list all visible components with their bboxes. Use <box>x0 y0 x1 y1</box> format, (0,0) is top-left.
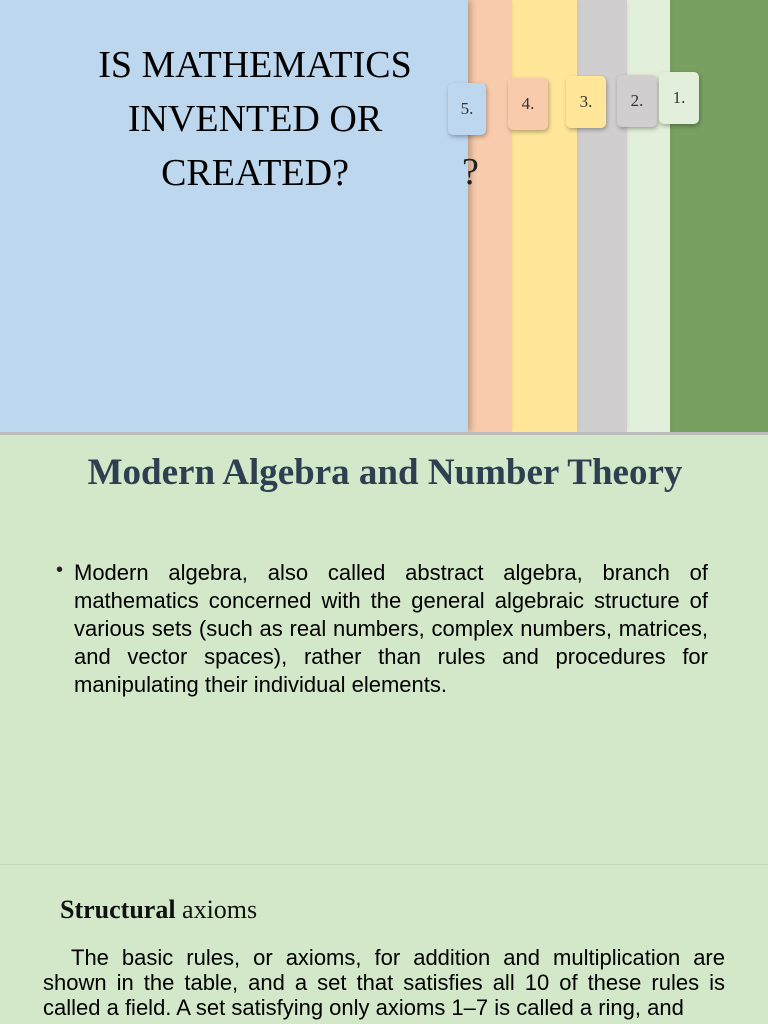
question-mark: ? <box>462 151 479 193</box>
tab-4[interactable]: 4. <box>508 78 548 130</box>
panel-4 <box>510 0 577 432</box>
tab-2[interactable]: 2. <box>617 75 657 127</box>
panel-2 <box>625 0 670 432</box>
slide3-body: The basic rules, or axioms, for addition and multiplication are shown in the table, and a set that satisfies all 10 of these rules is called a field. A set satisfying only axioms 1–7 is called a ring, and <box>43 945 725 1020</box>
slide-title: IS MATHEMATICS INVENTED OR CREATED? <box>98 44 412 194</box>
axioms-slide <box>0 865 768 1024</box>
slide3-title-rest: axioms <box>175 895 258 924</box>
panel-1 <box>668 0 768 432</box>
algebra-slide <box>0 435 768 865</box>
panel-3 <box>575 0 627 432</box>
bullet-text: Modern algebra, also called abstract algebra, branch of mathematics concerned with the general algebraic structure of various sets (such as real numbers, complex numbers, matrices, and vector spaces), rather than rules and procedures for manipulating their individual elements. <box>74 560 708 697</box>
tab-3[interactable]: 3. <box>566 76 606 128</box>
bullet-item <box>56 559 708 699</box>
panel-5 <box>466 0 512 432</box>
bullet-icon: • <box>56 559 64 581</box>
slide3-title-bold: Structural <box>60 895 176 924</box>
slide3-title <box>60 895 257 925</box>
tab-1[interactable]: 1. <box>659 72 699 124</box>
title-slide <box>0 0 768 432</box>
tab-5[interactable]: 5. <box>448 83 486 135</box>
slide2-title: Modern Algebra and Number Theory <box>87 452 683 493</box>
